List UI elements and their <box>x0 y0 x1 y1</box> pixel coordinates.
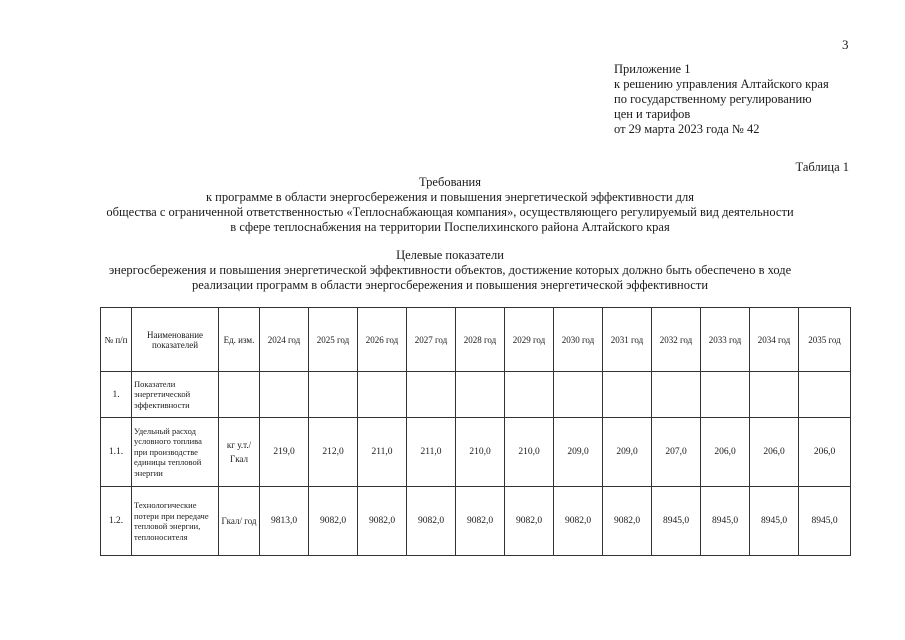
table-row <box>101 418 851 487</box>
requirements-line: в сфере теплоснабжения на территории Поспелихинского района Алтайского края <box>230 220 670 234</box>
header-year: 2026 год <box>358 308 407 372</box>
indicators-table <box>100 307 851 556</box>
header-year: 2025 год <box>309 308 358 372</box>
row-value <box>603 372 652 418</box>
appendix-line: по государственному регулированию <box>614 92 812 106</box>
appendix-line: Приложение 1 <box>614 62 691 76</box>
row-value: 8945,0 <box>750 487 799 556</box>
row-unit <box>219 372 260 418</box>
appendix-line: к решению управления Алтайского края <box>614 77 829 91</box>
header-year: 2030 год <box>554 308 603 372</box>
row-value: 209,0 <box>554 418 603 487</box>
row-value: 207,0 <box>652 418 701 487</box>
row-name: Показатели энергетической эффективности <box>132 372 219 418</box>
goals-title: Целевые показатели <box>396 248 504 262</box>
row-value: 9082,0 <box>358 487 407 556</box>
row-value: 209,0 <box>603 418 652 487</box>
header-year: 2031 год <box>603 308 652 372</box>
header-name: Наименование показателей <box>132 308 219 372</box>
row-name: Удельный расход условного топлива при производстве единицы тепловой энергии <box>132 418 219 487</box>
row-num: 1.2. <box>101 487 132 556</box>
table-label: Таблица 1 <box>795 160 849 174</box>
row-value: 211,0 <box>358 418 407 487</box>
row-value <box>652 372 701 418</box>
row-num: 1. <box>101 372 132 418</box>
row-value <box>260 372 309 418</box>
row-value <box>701 372 750 418</box>
table-header-row <box>101 308 851 372</box>
requirements-line: к программе в области энергосбережения и повышения энергетической эффективности для <box>205 190 695 204</box>
row-unit: кг у.т./ Гкал <box>219 418 260 487</box>
page-number: 3 <box>842 37 849 52</box>
header-year: 2029 год <box>505 308 554 372</box>
table-row <box>101 487 851 556</box>
row-value: 9082,0 <box>554 487 603 556</box>
row-value: 219,0 <box>260 418 309 487</box>
row-value <box>554 372 603 418</box>
goals-heading <box>40 248 860 293</box>
row-value: 206,0 <box>701 418 750 487</box>
appendix-line: цен и тарифов <box>614 107 691 121</box>
row-value: 8945,0 <box>799 487 851 556</box>
row-value: 9082,0 <box>456 487 505 556</box>
header-unit: Ед. изм. <box>219 308 260 372</box>
requirements-line: общества с ограниченной ответственностью «Теплоснабжающая компания», осуществляющего регулируемый вид деятельности <box>106 205 794 219</box>
row-value <box>358 372 407 418</box>
row-value <box>505 372 554 418</box>
row-value: 9813,0 <box>260 487 309 556</box>
appendix-line: от 29 марта 2023 года № 42 <box>614 122 760 136</box>
row-value: 206,0 <box>750 418 799 487</box>
requirements-title: Требования <box>419 175 481 189</box>
row-value: 9082,0 <box>407 487 456 556</box>
row-value: 9082,0 <box>505 487 554 556</box>
row-value <box>799 372 851 418</box>
row-value: 212,0 <box>309 418 358 487</box>
row-value: 210,0 <box>505 418 554 487</box>
header-year: 2027 год <box>407 308 456 372</box>
header-year: 2035 год <box>799 308 851 372</box>
header-year: 2033 год <box>701 308 750 372</box>
row-value: 211,0 <box>407 418 456 487</box>
appendix-block <box>614 62 829 137</box>
goals-line: энергосбережения и повышения энергетической эффективности объектов, достижение которых должно быть обеспечено в ходе <box>108 263 792 277</box>
row-value <box>309 372 358 418</box>
row-value <box>407 372 456 418</box>
row-value: 8945,0 <box>701 487 750 556</box>
row-value: 8945,0 <box>652 487 701 556</box>
row-value <box>456 372 505 418</box>
header-year: 2024 год <box>260 308 309 372</box>
header-year: 2032 год <box>652 308 701 372</box>
table-row <box>101 372 851 418</box>
row-value: 206,0 <box>799 418 851 487</box>
row-value: 9082,0 <box>309 487 358 556</box>
row-value: 210,0 <box>456 418 505 487</box>
row-unit: Гкал/ год <box>219 487 260 556</box>
row-num: 1.1. <box>101 418 132 487</box>
requirements-heading <box>40 175 860 235</box>
header-year: 2034 год <box>750 308 799 372</box>
row-value <box>750 372 799 418</box>
goals-line: реализации программ в области энергосбережения и повышения энергетической эффективности <box>191 278 709 292</box>
row-value: 9082,0 <box>603 487 652 556</box>
header-year: 2028 год <box>456 308 505 372</box>
row-name: Технологические потери при передаче тепловой энергии, теплоносителя <box>132 487 219 556</box>
header-num: № п/п <box>101 308 132 372</box>
